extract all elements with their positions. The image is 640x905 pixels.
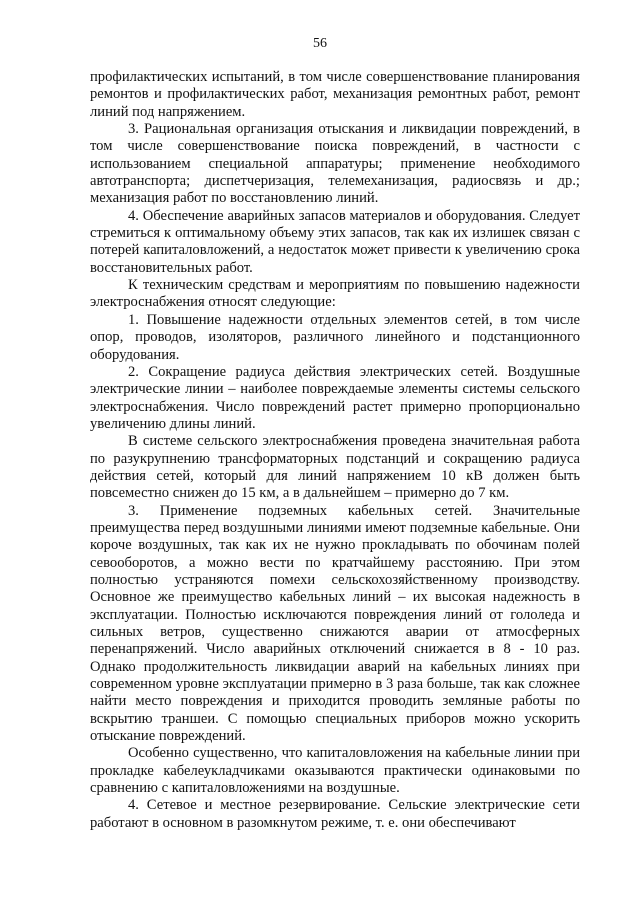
paragraph-tech-item-2-radius: 2. Сокращение радиуса действия электрических сетей. Воздушные электрические линии – наиболее повреждаемые элементы системы сельского электроснабжения. Число повреждений растет примерно пропорционально увеличению длины линий.	[90, 363, 580, 432]
paragraph-continuation: профилактических испытаний, в том числе совершенствование планирования ремонтов и профилактических работ, механизация ремонтных работ, ремонт линий под напряжением.	[90, 69, 580, 120]
paragraph-item-3-fault-location: 3. Рациональная организация отыскания и ликвидации повреждений, в том числе совершенствование поиска повреждений, в частности с использованием специальной аппаратуры; применение необходимого автотранспорта; диспетчеризация, телемеханизация, радиосвязь и др.; механизация работ по восстановлению линий.	[90, 121, 580, 207]
paragraph-technical-means-intro: К техническим средствам и мероприятиям по повышению надежности электроснабжения относят следующие:	[90, 277, 580, 311]
page-number: 56	[313, 36, 327, 51]
paragraph-tech-item-4-reserve: 4. Сетевое и местное резервирование. Сельские электрические сети работают в основном в разомкнутом режиме, т. е. они обеспечивают	[90, 797, 580, 831]
paragraph-rural-supply-system: В системе сельского электроснабжения проведена значительная работа по разукрупнению трансформаторных подстанций и сокращению радиуса действия сетей, который для линий напряжением 10 кВ должен быть повсеместно снижен до 15 км, а в дальнейшем – примерно до 7 км.	[90, 433, 580, 502]
body-text	[90, 69, 580, 832]
paragraph-capital-investment: Особенно существенно, что капиталовложения на кабельные линии при прокладке кабелеукладчиками оказываются практически одинаковыми по сравнению с капиталовложениями на воздушные.	[90, 745, 580, 797]
paragraph-tech-item-1-reliability: 1. Повышение надежности отдельных элементов сетей, в том числе опор, проводов, изоляторов, различного линейного и подстанционного оборудования.	[90, 311, 580, 363]
paragraph-item-4-emergency-stock: 4. Обеспечение аварийных запасов материалов и оборудования. Следует стремиться к оптимальному объему этих запасов, так как их излишек связан с потерей капиталовложений, а недостаток может привести к увеличению срока восстановительных работ.	[90, 207, 580, 276]
paragraph-tech-item-3-underground-cables: 3. Применение подземных кабельных сетей. Значительные преимущества перед воздушными линиями имеют подземные кабельные. Они короче воздушных, так как их не нужно прокладывать по обочинам полей севооборотов, а можно вести по кратчайшему расстоянию. При этом полностью устраняются помехи сельскохозяйственному производству. Основное же преимущество кабельных линий – их высокая надежность в эксплуатации. Полностью исключаются повреждения линий от гололеда и сильных ветров, существенно снижаются аварии от атмосферных перенапряжений. Число аварийных отключений снижается в 8 - 10 раз. Однако продолжительность ликвидации аварий на кабельных линиях при современном уровне эксплуатации примерно в 3 раза больше, так как сложнее найти место повреждения и приходится проводить земляные работы по вскрытию траншеи. С помощью специальных приборов можно ускорить отыскание повреждений.	[90, 502, 580, 745]
